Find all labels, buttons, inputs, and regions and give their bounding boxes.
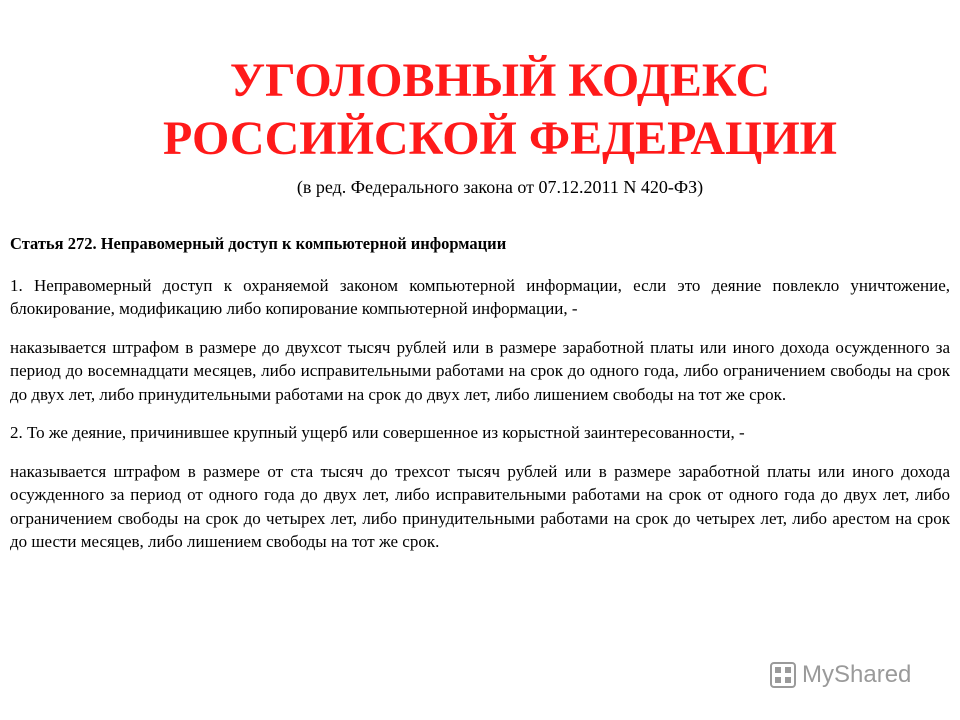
paragraph-1: 1. Неправомерный доступ к охраняемой законом компьютерной информации, если это деяние повлекло уничтожение, блокирование, модификацию либо копирование компьютерной информации, - (10, 275, 950, 318)
watermark (768, 658, 928, 692)
title-line-2: РОССИЙСКОЙ ФЕДЕРАЦИИ (162, 112, 838, 165)
paragraph-4: наказывается штрафом в размере от ста тысяч до трехсот тысяч рублей или в размере заработной платы или иного дохода осужденного за период от одного года до двух лет, либо исправительными работами на срок от одного года до двух лет, либо ограничением свободы на срок до четырех лет, либо принудительными работами на срок до четырех лет, либо арестом на срок до шести месяцев, либо лишением свободы на тот же срок. (10, 461, 950, 551)
page-title (60, 52, 940, 168)
title-line-1: УГОЛОВНЫЙ КОДЕКС (229, 54, 771, 107)
article-body (10, 232, 950, 569)
paragraph-2: наказывается штрафом в размере до двухсот тысяч рублей или в размере заработной платы или иного дохода осужденного за период до восемнадцати месяцев, либо исправительными работами на срок до одного года, либо ограничением свободы на срок до двух лет, либо принудительными работами на срок до двух лет, либо лишением свободы на тот же срок. (10, 337, 950, 404)
paragraph-3: 2. То же деяние, причинившее крупный ущерб или совершенное из корыстной заинтересованности, - (10, 423, 745, 442)
myshared-logo-icon (768, 660, 798, 690)
watermark-text: MyShared (802, 661, 912, 688)
subtitle: (в ред. Федерального закона от 07.12.2011 N 420-ФЗ) (296, 177, 704, 197)
article-heading: Статья 272. Неправомерный доступ к компьютерной информации (10, 234, 507, 253)
